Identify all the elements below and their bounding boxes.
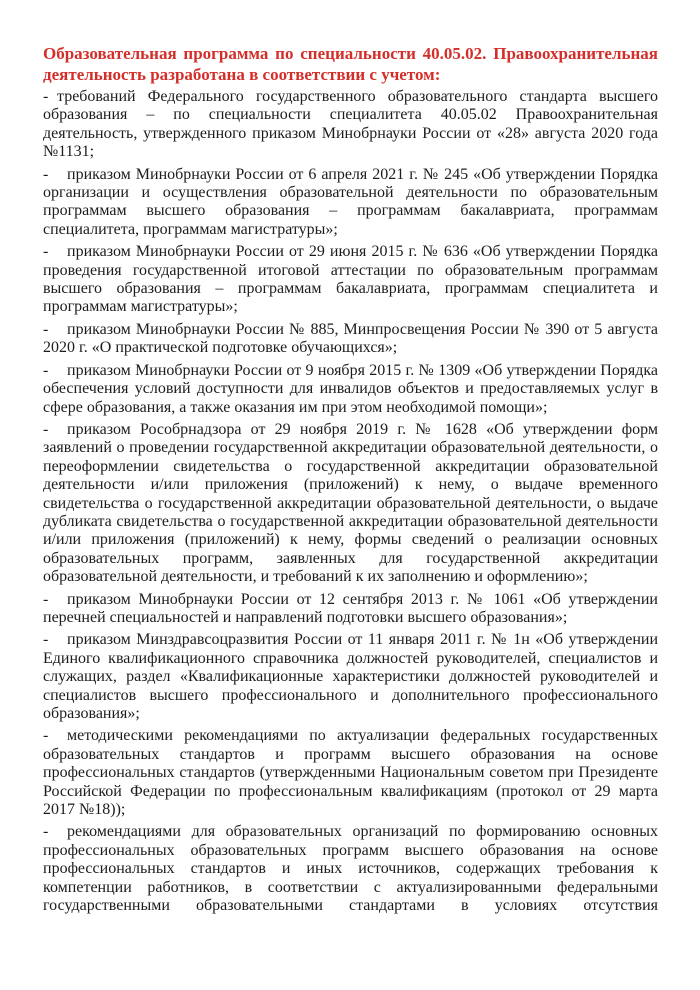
- dash-marker: -: [43, 88, 49, 105]
- list-item: [43, 88, 658, 162]
- dash-marker: -: [43, 727, 49, 745]
- list-item-text: требований Федерального государственного образовательного стандарта высшего образования – по специальности специалитета 40.05.02 Правоохранительная деятельность, утвержденного приказом Минобрнауки России от «28» августа 2020 года №1131;: [43, 88, 658, 161]
- dash-marker: -: [43, 361, 49, 379]
- dash-marker: -: [43, 590, 49, 608]
- list-item: [43, 823, 658, 915]
- list-item: [43, 421, 658, 587]
- list-item: [43, 166, 658, 240]
- list-item: [43, 321, 658, 358]
- list-item-text: приказом Минздравсоцразвития России от 11 января 2011 г. № 1н «Об утверждении Единого квалификационного справочника должностей руководителей, специалистов и служащих, раздел «Квалификационные характеристики должностей руководителей и специалистов высшего профессионального и дополнительного профессионального образования»;: [43, 631, 658, 722]
- dash-marker: -: [43, 823, 49, 841]
- list-item-text: приказом Рособрнадзора от 29 ноября 2019 г. № 1628 «Об утверждении форм заявлений о проведении государственной аккредитации образовательной деятельности, о переоформлении свидетельства о государственной аккредитации образовательной деятельности и/или приложения (приложений) к нему, о выдаче временного свидетельства о государственной аккредитации образовательной деятельности, о выдаче дубликата свидетельства о государственной аккредитации образовательной деятельности и/или приложения (приложений) к нему, формы сведений о реализации основных образовательных программ, заявленных для государственной аккредитации образовательной деятельности, и требований к их заполнению и оформлению»;: [43, 420, 658, 586]
- dash-marker: -: [43, 631, 49, 649]
- list-item-text: приказом Минобрнауки России от 12 сентября 2013 г. № 1061 «Об утверждении перечней специальностей и направлений подготовки высшего образования»;: [43, 590, 658, 626]
- dash-marker: -: [43, 243, 49, 261]
- list-item: [43, 727, 658, 819]
- list-item: [43, 591, 658, 628]
- list-item: [43, 362, 658, 417]
- dash-marker: -: [43, 320, 49, 338]
- page-title: Образовательная программа по специальности 40.05.02. Правоохранительная деятельность разработана в соответствии с учетом:: [43, 44, 658, 84]
- list-item-text: приказом Минобрнауки России от 9 ноября 2015 г. № 1309 «Об утверждении Порядка обеспечения условий доступности для инвалидов объектов и предоставляемых услуг в сфере образования, а также оказания им при этом необходимой помощи»;: [43, 361, 658, 416]
- list-item-text: приказом Минобрнауки России от 6 апреля 2021 г. № 245 «Об утверждении Порядка организации и осуществления образовательной деятельности по образовательным программам высшего образования – программам бакалавриата, программам специалитета, программам магистратуры»;: [43, 165, 658, 238]
- list-item-text: приказом Минобрнауки России от 29 июня 2015 г. № 636 «Об утверждении Порядка проведения государственной итоговой аттестации по образовательным программам высшего образования – программам бакалавриата, программам специалитета и программам магистратуры»;: [43, 243, 658, 316]
- list-item-text: методическими рекомендациями по актуализации федеральных государственных образовательных стандартов и программ высшего образования на основе профессиональных стандартов (утвержденными Национальным советом при Президенте Российской Федерации по профессиональным квалификациям (протокол от 29 марта 2017 №18));: [43, 727, 658, 819]
- dash-marker: -: [43, 165, 49, 183]
- list-item: [43, 631, 658, 723]
- list-item-text: рекомендациями для образовательных организаций по формированию основных профессиональных образовательных программ высшего образования на основе профессиональных стандартов и иных источников, содержащих требования к компетенции работников, в соответствии с актуализированными федеральными государственными образовательными стандартами в условиях отсутствия: [43, 823, 658, 915]
- list-item: [43, 243, 658, 317]
- dash-marker: -: [43, 420, 49, 438]
- list-item-text: приказом Минобрнауки России № 885, Минпросвещения России № 390 от 5 августа 2020 г. «О практической подготовке обучающихся»;: [43, 320, 658, 357]
